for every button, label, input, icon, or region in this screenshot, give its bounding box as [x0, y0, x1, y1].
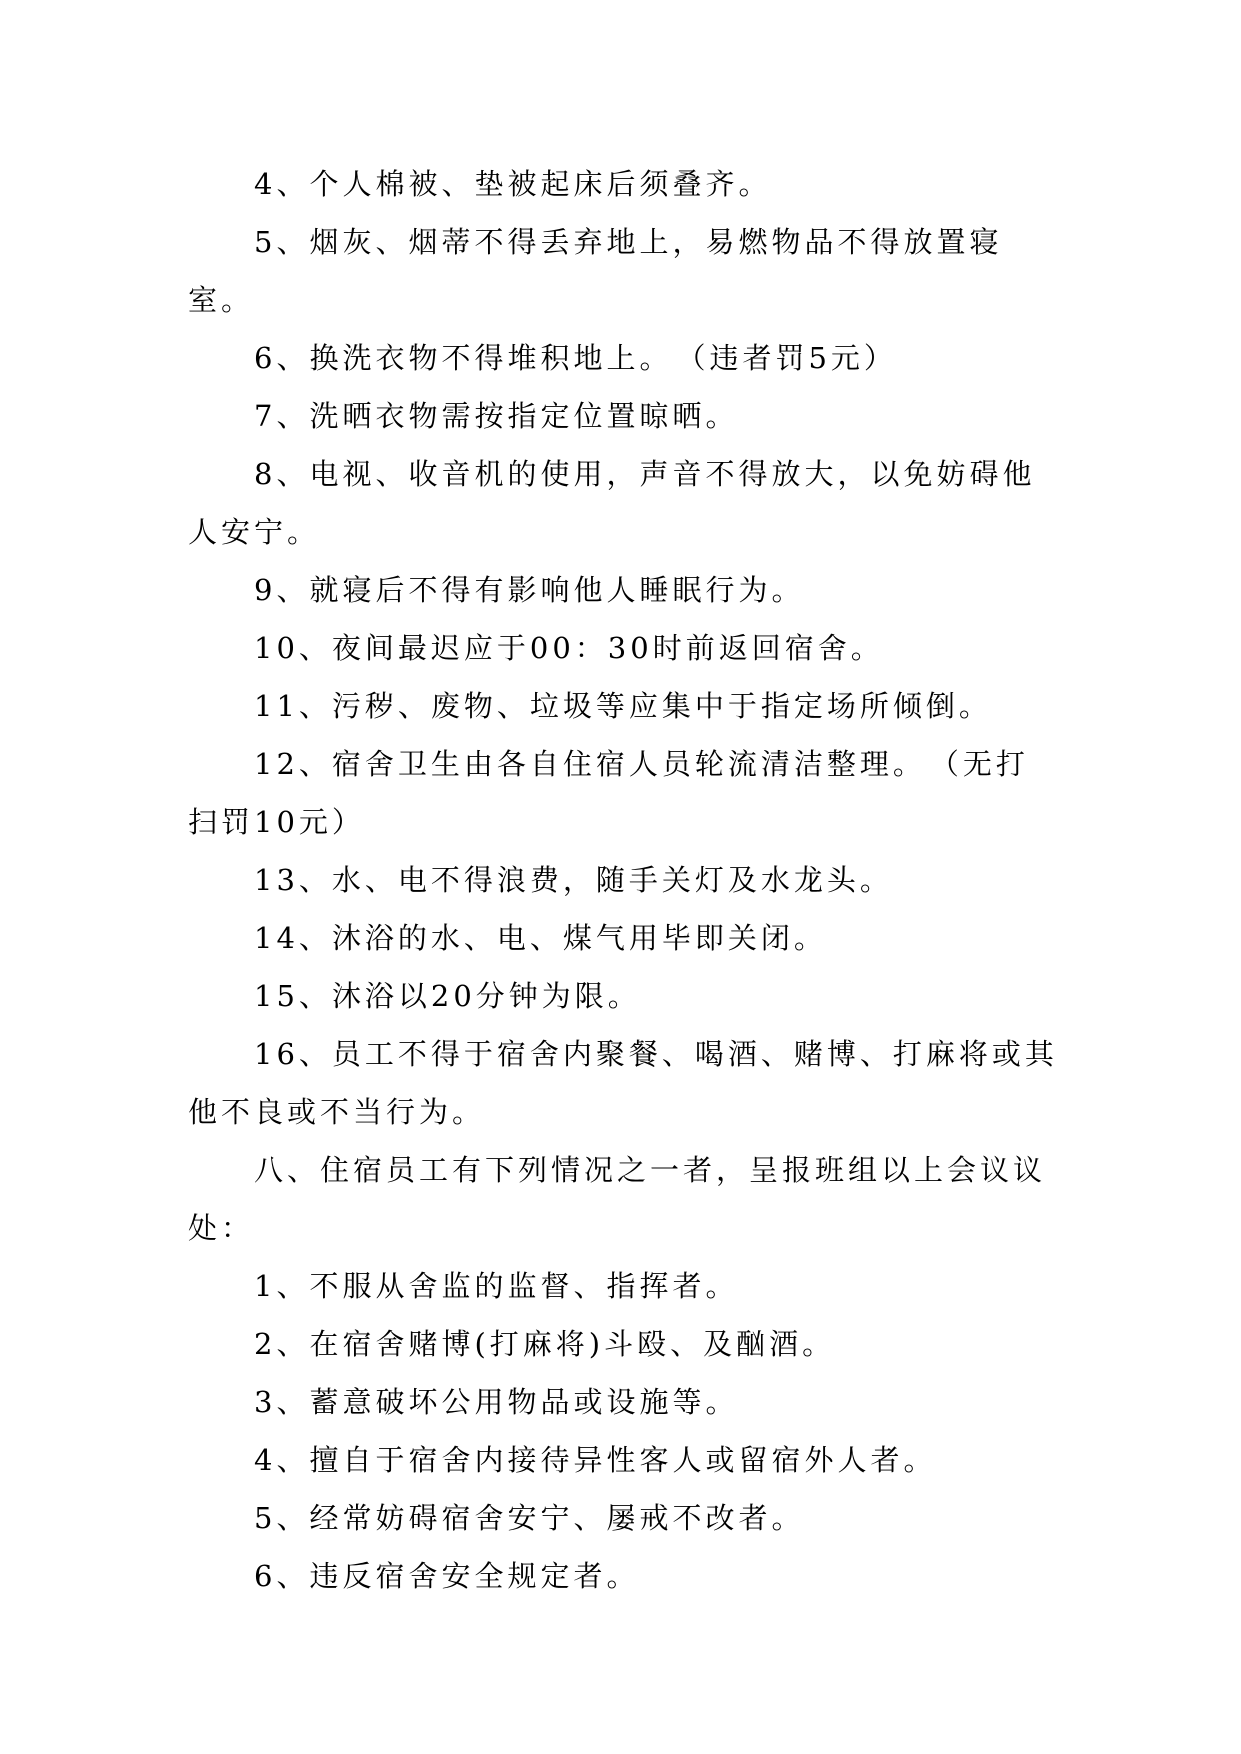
section-8-heading: 八、住宿员工有下列情况之一者，呈报班组以上会议议处：	[188, 1153, 1047, 1245]
rule-14-shower-utilities: 14、沐浴的水、电、煤气用毕即关闭。	[254, 921, 827, 955]
rule-15-shower-time: 15、沐浴以20分钟为限。	[254, 979, 641, 1013]
violation-6: 6、违反宿舍安全规定者。	[254, 1559, 640, 1593]
rule-4-bedding: 4、个人棉被、垫被起床后须叠齐。	[254, 167, 772, 201]
rule-10-curfew: 10、夜间最迟应于00：30时前返回宿舍。	[254, 631, 884, 665]
violation-2: 2、在宿舍赌博(打麻将)斗殴、及酗酒。	[254, 1327, 836, 1361]
rule-8-tv-volume: 8、电视、收音机的使用，声音不得放大，以免妨碍他人安宁。	[188, 457, 1036, 549]
rule-6-laundry-pile: 6、换洗衣物不得堆积地上。 （违者罚5元）	[254, 341, 897, 375]
violation-3: 3、蓄意破坏公用物品或设施等。	[254, 1385, 739, 1419]
rule-5-cigarettes: 5、烟灰、烟蒂不得丢弃地上，易燃物品不得放置寝室。	[188, 225, 1003, 317]
rule-11-garbage: 11、污秽、废物、垃圾等应集中于指定场所倾倒。	[254, 689, 992, 723]
rule-12-cleaning: 12、宿舍卫生由各自住宿人员轮流清洁整理。 （无打扫罚10元）	[188, 747, 1029, 839]
document-page	[188, 155, 1058, 1605]
violation-4: 4、擅自于宿舍内接待异性客人或留宿外人者。	[254, 1443, 937, 1477]
violation-5: 5、经常妨碍宿舍安宁、屡戒不改者。	[254, 1501, 805, 1535]
violation-1: 1、不服从舍监的监督、指挥者。	[254, 1269, 739, 1303]
rule-9-sleep: 9、就寝后不得有影响他人睡眠行为。	[254, 573, 805, 607]
rule-13-utilities: 13、水、电不得浪费，随手关灯及水龙头。	[254, 863, 893, 897]
rule-16-conduct: 16、员工不得于宿舍内聚餐、喝酒、赌博、打麻将或其他不良或不当行为。	[188, 1037, 1058, 1129]
rule-7-drying: 7、洗晒衣物需按指定位置晾晒。	[254, 399, 739, 433]
